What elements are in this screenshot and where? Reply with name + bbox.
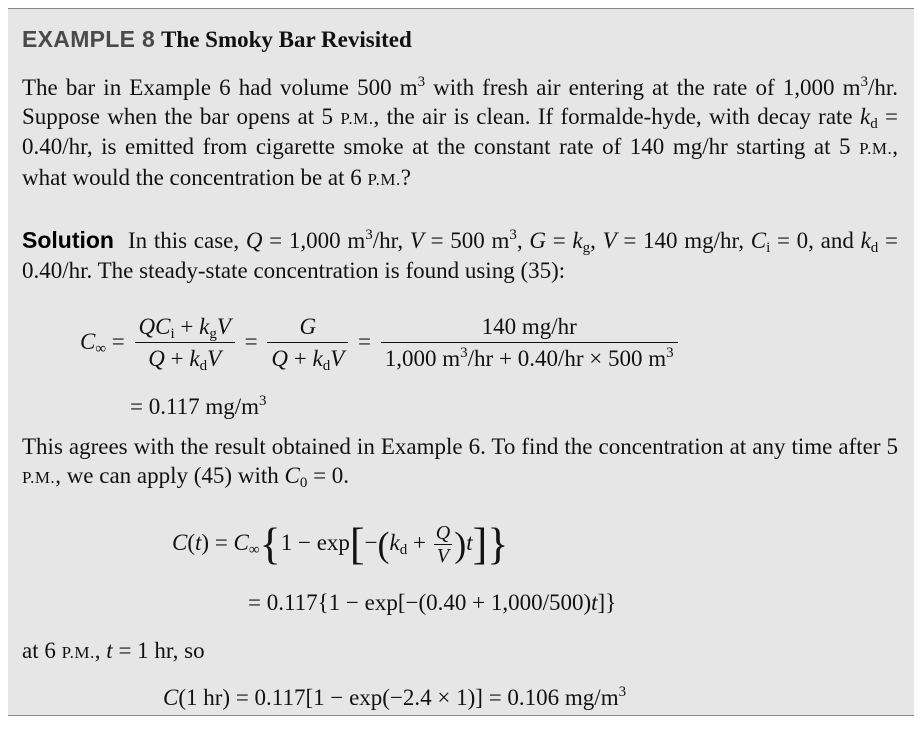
example-title: The Smoky Bar Revisited [161, 27, 412, 52]
eq1-lhs: $C_\infty$ = [80, 328, 125, 357]
solution-label: Solution [22, 227, 114, 253]
eq1-frac3-num: 140 mg/hr [381, 312, 678, 343]
equation-time-dependent-line2: = 0.117{1 − exp[−(0.40 + 1,000/500)t]} [248, 590, 617, 615]
example-label: EXAMPLE 8 [22, 26, 156, 52]
example-heading [22, 24, 412, 55]
eq1-fraction-3 [381, 312, 678, 375]
solution-intro [22, 225, 898, 286]
eq1-fraction-1 [135, 312, 235, 375]
equation-steady-state-result: = 0.117 $mg/m^3$ [130, 393, 267, 419]
solution-intro-text: In this case, Q = 1,000 $m^3/hr$, V = 500 $m^3$, $G = k_g$, V = 140 mg/hr, $C_i = 0$, and $k_d = 0.40/hr$. The steady-state concentration is found using (35): [22, 227, 898, 283]
bottom-rule [8, 715, 914, 716]
at-six-pm-text: at 6 P.M., t = 1 hr, so [22, 638, 205, 663]
agree-paragraph: This agrees with the result obtained in Example 6. To find the concentration at any time after 5 P.M., we can apply (45) with $C_0 = 0$. [22, 434, 898, 491]
eq1-frac2-den: $Q + k_dV$ [271, 346, 345, 374]
equation-final-result: C(1 hr) = 0.117[1 − exp(−2.4 × 1)] = 0.106 $mg/m^3$ [163, 684, 627, 710]
eq2-q-over-v: $\frac{Q}{V}$ [435, 522, 451, 567]
eq1-frac2-num: G [267, 312, 348, 343]
equation-time-dependent: $C(t) = C_\infty\{1 - \exp[-(k_d$ + $\frac{Q}{V}$ )t]} [172, 519, 509, 569]
top-rule [8, 8, 914, 9]
eq1-frac3-den: 1,000 $m^3/hr + 0.40/hr \times 500$ $m^3$ [384, 345, 674, 371]
eq1-frac1-num: $QC_i + k_gV$ [135, 312, 235, 343]
eq1-fraction-2 [267, 312, 348, 375]
equation-steady-state: $C_\infty$ = $\frac{QC_i + k_gV}{Q + k_dV}$ = $\frac{G}{Q + k_dV}$ = $\frac{140 mg/hr}{1,000 m^3/hr + 0.40/hr \times 500 m^3}$ [80, 312, 682, 375]
eq1-frac1-den: $Q + k_dV$ [148, 346, 222, 374]
problem-statement: The bar in Example 6 had volume 500 $m^3$ with fresh air entering at the rate of 1,000 $m^3/hr$. Suppose when the bar opens at 5 P.M., the air is clean. If formalde-hyde, with decay rate $k_d = 0.40/hr$, is emitted from cigarette smoke at the constant rate of 140 mg/hr starting at 5 P.M., what would the concentration be at 6 P.M.? [22, 74, 898, 190]
